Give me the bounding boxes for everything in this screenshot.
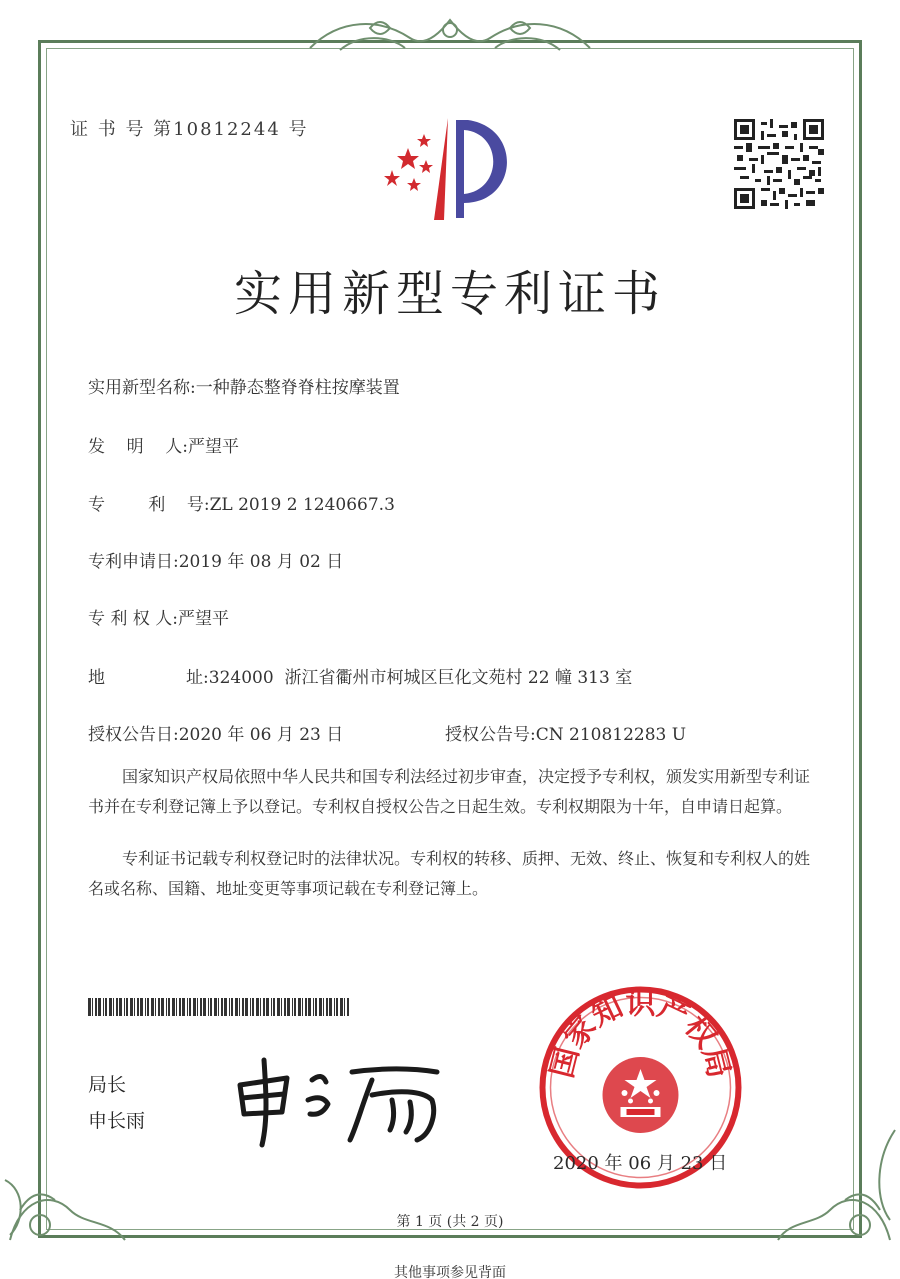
footer-note: 其他事项参见背面 (394, 1265, 506, 1279)
field-value: ZL 2019 2 1240667.3 (209, 495, 395, 515)
barcode-bar (271, 998, 272, 1016)
barcode-bar (200, 998, 202, 1016)
field-grant-announcement-number (445, 720, 686, 745)
barcode-bar (105, 998, 107, 1016)
field-patentee (88, 604, 229, 629)
barcode-bar (161, 998, 164, 1016)
barcode-bar (116, 998, 118, 1016)
barcode-bar (256, 998, 259, 1016)
barcode-bar (281, 998, 282, 1016)
barcode-bar (176, 998, 177, 1016)
barcode-bar (218, 998, 219, 1016)
barcode-bar (235, 998, 238, 1016)
field-label: 授权公告日: (88, 725, 179, 745)
field-label: 授权公告号: (445, 725, 536, 745)
bottom-left-ornament (0, 1150, 140, 1250)
barcode-bar (95, 998, 97, 1016)
barcode-bar (294, 998, 296, 1016)
paragraph-legal-status: 专利证书记载专利权登记时的法律状况。专利权的转移、质押、无效、终止、恢复和专利权人的姓名或名称、国籍、地址变更等事项记载在专利登记簿上。 (88, 849, 811, 898)
barcode-bar (298, 998, 301, 1016)
barcode-bar (98, 998, 101, 1016)
patent-office-logo-icon (378, 108, 528, 228)
certificate-title: 实用新型专利证书 (233, 266, 666, 322)
field-label: 发 明 人: (88, 437, 188, 457)
paragraph-grant-statement: 国家知识产权局依照中华人民共和国专利法经过初步审查，决定授予专利权，颁发实用新型专利证书并在专利登记簿上予以登记。专利权自授权公告之日起生效。专利权期限为十年，自申请日起算。 (88, 767, 811, 816)
field-value: CN 210812283 U (535, 725, 687, 745)
barcode-bar (302, 998, 303, 1016)
field-value: 2019 年 08 月 02 日 (178, 552, 344, 572)
barcode-bar (313, 998, 314, 1016)
barcode-bar (224, 998, 227, 1016)
barcode-bar (126, 998, 128, 1016)
field-patent-number (88, 490, 395, 515)
barcode-bar (179, 998, 181, 1016)
director-label: 局长 (88, 1074, 127, 1096)
barcode-bar (203, 998, 206, 1016)
barcode-bar (277, 998, 280, 1016)
barcode-bar (124, 998, 125, 1016)
barcode-bar (273, 998, 275, 1016)
barcode-bar (172, 998, 175, 1016)
barcode-bar (347, 998, 349, 1016)
field-utility-model-name (88, 373, 400, 398)
field-label: 专 利 号: (88, 495, 210, 515)
barcode-bar (210, 998, 212, 1016)
barcode-bar (284, 998, 286, 1016)
barcode-bar (137, 998, 139, 1016)
barcode-bar (197, 998, 198, 1016)
barcode-bar (326, 998, 328, 1016)
barcode-bar (305, 998, 307, 1016)
field-label: 专 利 权 人: (88, 609, 178, 629)
barcode-bar (231, 998, 233, 1016)
barcode-bar (340, 998, 343, 1016)
barcode-bar (109, 998, 112, 1016)
barcode-bar (334, 998, 335, 1016)
barcode-bar (319, 998, 322, 1016)
seal-date: 2020 年 06 月 23 日 (553, 1153, 728, 1174)
barcode-bar (308, 998, 311, 1016)
field-label: 专利申请日: (88, 552, 179, 572)
barcode-bar (145, 998, 146, 1016)
field-value: 严望平 (187, 437, 239, 457)
barcode-bar (229, 998, 230, 1016)
barcode-bar (323, 998, 324, 1016)
barcode-bar (119, 998, 122, 1016)
barcode-icon (88, 998, 350, 1016)
barcode-bar (292, 998, 293, 1016)
director-signature (232, 1050, 447, 1150)
barcode-bar (168, 998, 170, 1016)
barcode-bar (208, 998, 209, 1016)
barcode-bar (140, 998, 143, 1016)
barcode-bar (182, 998, 185, 1016)
barcode-bar (166, 998, 167, 1016)
barcode-bar (250, 998, 251, 1016)
barcode-bar (214, 998, 217, 1016)
field-inventor (88, 432, 239, 457)
barcode-bar (336, 998, 338, 1016)
field-value: 严望平 (177, 609, 229, 629)
field-label: 实用新型名称: (88, 378, 196, 398)
barcode-bar (193, 998, 196, 1016)
barcode-bar (113, 998, 114, 1016)
seal-text: 国家知识产权局 (544, 986, 737, 1082)
barcode-bar (189, 998, 191, 1016)
barcode-bar (252, 998, 254, 1016)
barcode-bar (344, 998, 345, 1016)
top-ornament (300, 8, 600, 63)
field-value: 一种静态整脊脊柱按摩装置 (195, 378, 400, 398)
barcode-bar (245, 998, 248, 1016)
barcode-bar (134, 998, 135, 1016)
barcode-bar (287, 998, 290, 1016)
barcode-bar (221, 998, 223, 1016)
barcode-bar (151, 998, 154, 1016)
barcode-bar (155, 998, 156, 1016)
barcode-bar (147, 998, 149, 1016)
field-address (88, 663, 632, 688)
director-name: 申长雨 (88, 1110, 146, 1132)
barcode-bar (92, 998, 93, 1016)
field-grant-announcement-date (88, 720, 343, 745)
barcode-bar (239, 998, 240, 1016)
field-label: 地 址: (88, 668, 209, 688)
barcode-bar (329, 998, 332, 1016)
barcode-bar (187, 998, 188, 1016)
barcode-bar (88, 998, 91, 1016)
barcode-bar (266, 998, 269, 1016)
barcode-bar (260, 998, 261, 1016)
qr-code-icon (734, 118, 824, 210)
barcode-bar (263, 998, 265, 1016)
field-application-date (88, 547, 343, 572)
barcode-bar (315, 998, 317, 1016)
barcode-bar (242, 998, 244, 1016)
barcode-bar (130, 998, 133, 1016)
field-value: 324000 浙江省衢州市柯城区巨化文苑村 22 幢 313 室 (208, 668, 633, 688)
barcode-bar (103, 998, 104, 1016)
barcode-bar (158, 998, 160, 1016)
field-value: 2020 年 06 月 23 日 (178, 725, 344, 745)
certificate-number: 证 书 号 第10812244 号 (70, 119, 309, 140)
page-number: 第 1 页 (共 2 页) (396, 1214, 504, 1230)
